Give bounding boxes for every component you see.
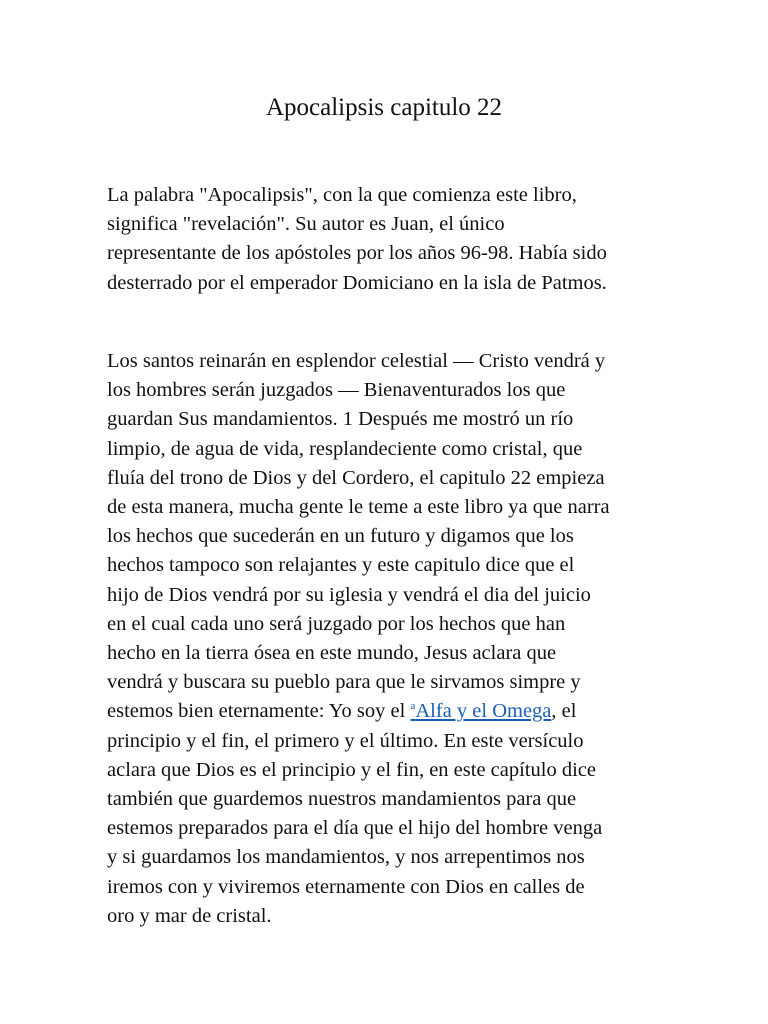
text-line: los hechos que sucederán en un futuro y digamos que los <box>107 525 574 548</box>
text-line: vendrá y buscara su pueblo para que le sirvamos simpre y <box>107 671 581 694</box>
text-line: desterrado por el emperador Domiciano en la isla de Patmos. <box>107 271 607 294</box>
text-line: Los santos reinarán en esplendor celestial — Cristo vendrá y <box>107 350 606 372</box>
text-line: guardan Sus mandamientos. 1 Después me mostró un río <box>107 408 574 431</box>
text-line: La palabra "Apocalipsis", con la que comienza este libro, <box>107 184 577 206</box>
text-line: fluía del trono de Dios y del Cordero, el capitulo 22 empieza <box>107 466 605 489</box>
page-title: Apocalipsis capitulo 22 <box>265 94 503 121</box>
text-line: de esta manera, mucha gente le teme a este libro ya que narra <box>107 496 610 519</box>
text-line: también que guardemos nuestros mandamientos para que <box>107 788 577 811</box>
text-line: y si guardamos los mandamientos, y nos arrepentimos nos <box>107 846 585 869</box>
link-line-prefix: estemos bien eternamente: Yo soy el <box>107 700 411 723</box>
intro-paragraph <box>107 181 667 298</box>
text-line: representante de los apóstoles por los años 96-98. Había sido <box>107 242 607 265</box>
text-line-with-link <box>107 697 667 726</box>
text-line: hijo de Dios vendrá por su iglesia y vendrá el dia del juicio <box>107 583 591 606</box>
text-line: en el cual cada uno será juzgado por los hechos que han <box>107 612 566 635</box>
text-line: los hombres serán juzgados — Bienaventurados los que <box>107 379 566 402</box>
body-paragraph <box>107 347 667 931</box>
text-line: significa "revelación". Su autor es Juan, el único <box>107 213 505 236</box>
text-line: hecho en la tierra ósea en este mundo, Jesus aclara que <box>107 642 557 665</box>
text-line: estemos preparados para el día que el hijo del hombre venga <box>107 817 603 840</box>
alfa-omega-link[interactable] <box>410 700 551 722</box>
text-line: aclara que Dios es el principio y el fin, en este capítulo dice <box>107 758 596 781</box>
text-line: limpio, de agua de vida, resplandeciente como cristal, que <box>107 437 583 460</box>
text-line: principio y el fin, el primero y el último. En este versículo <box>107 729 584 752</box>
footnote-superscript: a <box>410 700 416 713</box>
text-line: iremos con y viviremos eternamente con Dios en calles de <box>107 875 585 898</box>
link-line-suffix: , el <box>551 700 577 723</box>
text-line: oro y mar de cristal. <box>107 904 272 927</box>
text-line: hechos tampoco son relajantes y este capitulo dice que el <box>107 554 575 577</box>
link-text: Alfa y el Omega <box>415 700 552 723</box>
